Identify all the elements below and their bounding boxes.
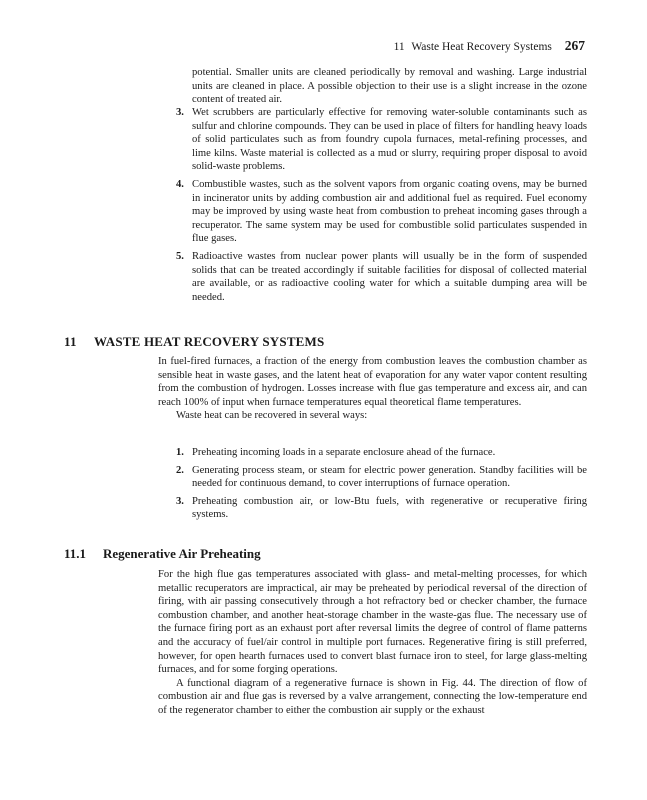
header-section-number: 11 [393,41,405,53]
subsection-body [158,568,587,718]
waste-list [176,106,587,308]
running-header [394,38,585,54]
list-item-text: Wet scrubbers are particularly effective for removing water-soluble contaminants such as sulfur and chlorine compounds. They can be used in place of filters for handling heavy loads of solid particulates such as from foundry cupola furnaces, metal-refining processes, and lime kilns. Waste material is collected as a mud or slurry, requiring proper disposal to avoid solid-waste problems. [192,107,587,173]
subsection-paragraph-2: A functional diagram of a regenerative furnace is shown in Fig. 44. The direction of flow of combustion air and flue gas is reversed by a valve arrangement, connecting the low-temperature end of the regenerator chamber to either the combustion air supply or the exhaust [158,677,587,716]
list-item [176,495,587,522]
section-paragraph-1: In fuel-fired furnaces, a fraction of the energy from combustion leaves the combustion chamber as sensible heat in waste gases, and the latent heat of evaporation for any water vapor content resulting from the combustion of hydrogen. Losses increase with flue gas temperature and excess air, and can reach 100% of input when furnace temperatures equal theoretical flame temperatures. [158,356,587,408]
section-title: WASTE HEAT RECOVERY SYSTEMS [94,334,325,349]
header-title: Waste Heat Recovery Systems [411,41,552,53]
list-item [176,106,587,174]
list-item-text: Preheating combustion air, or low-Btu fuels, with regenerative or recuperative firing systems. [192,495,587,521]
list-item-number: 1. [176,447,184,458]
section-paragraph-2: Waste heat can be recovered in several ways: [176,410,368,422]
subsection-title: Regenerative Air Preheating [103,546,261,561]
subsection-number: 11.1 [64,546,87,561]
list-item [176,446,587,460]
section-body [158,355,587,423]
list-item-text: Combustible wastes, such as the solvent vapors from organic coating ovens, may be burned in incinerator units by adding combustion air and additional fuel as required. Fuel economy may be improved by using waste heat from combustion to preheat incoming gases through a recuperator. The same system may be used for combustible solid particulates suspended in flue gases. [192,178,587,245]
recovery-methods-list [176,446,587,526]
section-number: 11 [64,334,77,349]
list-item [176,250,587,304]
subsection-paragraph-1: For the high flue gas temperatures associated with glass- and metal-melting processes, for which metallic recuperators are impractical, air may be preheated by periodical reversal of the direction of firing, with air passing consecutively through a hot refractory bed or checker chamber, the furnace combustion chamber, and another heat-storage chamber in the waste-gas flue. The necessary use of the furnace firing port as an exhaust port after reversal limits the degree of control of flame patterns and the accuracy of fuel/air control in multiple port furnaces. Regenerative firing is still preferred, however, for open hearth furnaces used to convert blast furnace iron to steel, for large glass-melting furnaces, and for some forging operations. [158,569,587,676]
list-item-text: Preheating incoming loads in a separate enclosure ahead of the furnace. [192,447,496,458]
list-item-text: Generating process steam, or steam for electric power generation. Standby facilities will be needed for continuous demand, to cover interruptions of furnace operation. [192,464,587,490]
section-heading [64,334,324,350]
list-item-number: 2. [176,464,184,476]
list-item-text: Radioactive wastes from nuclear power plants will usually be in the form of suspended solids that can be treated accordingly if suitable facilities for disposal of collected material are available, or as radioactive cooling water for which a suitable dumping area will be needed. [192,250,587,303]
list-item [176,178,587,246]
continuation-paragraph: potential. Smaller units are cleaned periodically by removal and washing. Large industrial units are cleaned in place. A possible objection to their use is a slight increase in the ozone content of treated air. [192,67,587,106]
page-number: 267 [564,38,585,53]
list-item-number: 3. [176,107,184,118]
subsection-heading [64,546,261,562]
list-item-number: 3. [176,495,184,507]
list-item-number: 4. [176,178,184,190]
list-item [176,464,587,491]
list-item-number: 5. [176,250,184,262]
